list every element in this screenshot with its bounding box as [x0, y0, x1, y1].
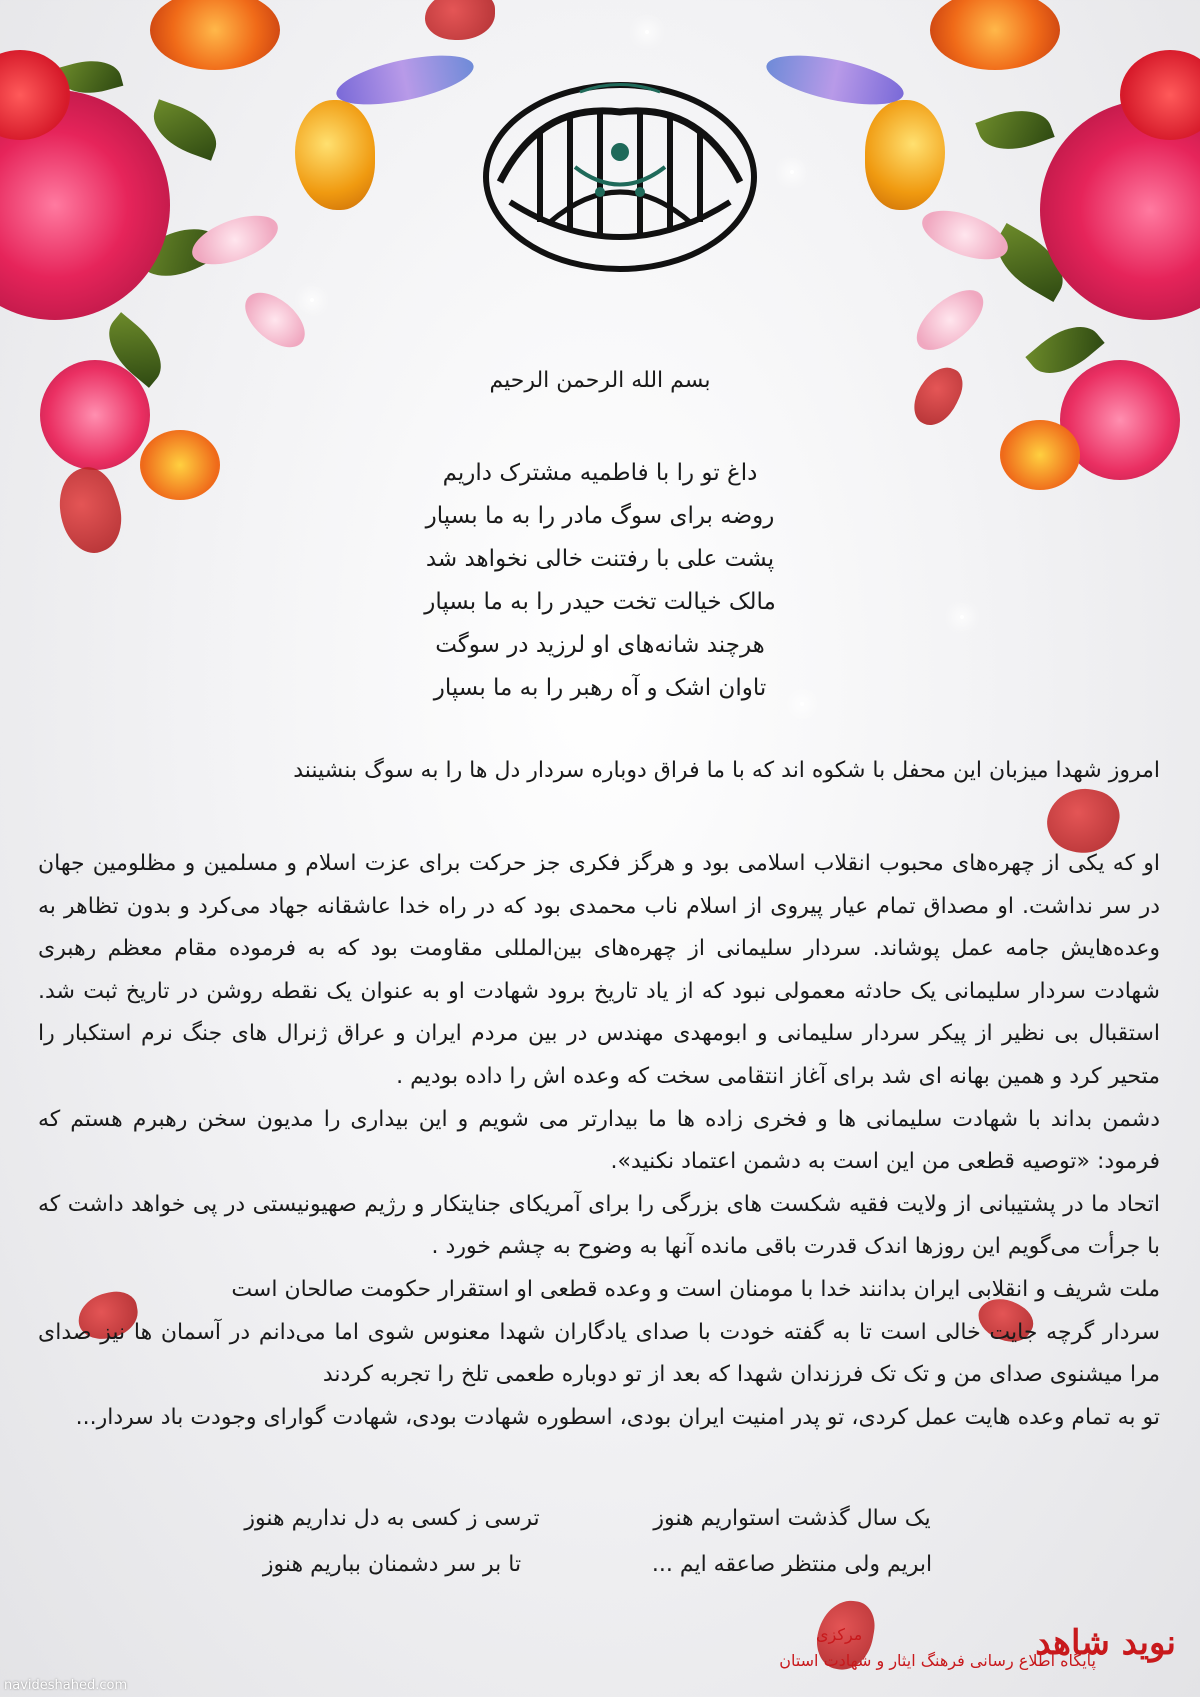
couplet — [0, 1496, 1200, 1542]
site-watermark: navideshahed.com — [4, 1678, 128, 1693]
basmala-heading: بسم الله الرحمن الرحیم — [489, 368, 711, 393]
logo-province: مرکزی — [816, 1625, 863, 1644]
paragraph: اتحاد ما در پشتیبانی از ولایت فقیه شکست های بزرگی را برای آمریکای جنایتکار و رژیم صهیونیستی در پی خواهد داشت که با جرأت می‌گویم این روزها اندک قدرت باقی مانده آنها به وضوح به چشم خورد . — [38, 1191, 1160, 1260]
poem-line: داغ تو را با فاطمیه مشترک داریم — [442, 460, 758, 486]
sparkle — [790, 170, 794, 174]
bird-right — [765, 40, 965, 220]
couplet-hemistich-left: ترسی ز کسی به دل نداریم هنوز — [244, 1506, 540, 1531]
poem-line: مالک خیالت تخت حیدر را به ما بسپار — [424, 589, 776, 615]
intro-line: امروز شهدا میزبان این محفل با شکوه اند که با ما فراق دوباره سردار دل ها را به سوگ بنشینند — [293, 758, 1160, 783]
paragraph: او که یکی از چهره‌های محبوب انقلاب اسلامی بود و هرگز فکری جز حرکت برای عزت اسلام و مسلمین و مظلومین جهان در سر نداشت. او مصداق تمام عیار پیروی از اسلام ناب محمدی بود که در راه خدا عاشقانه جهاد می‌کرد و بدون تظاهر به وعده‌هایش جامه عمل پوشاند. سردار سلیمانی از چهره‌های بین‌المللی مقاومت بود که به فرموده مقام معظم رهبری شهادت سردار سلیمانی یک حادثه معمولی نبود که از یاد تاریخ برود شهادت او به عنوان یک نقطه روشن در تاریخ ثبت شد. استقبال بی نظیر از پیکر سردار سلیمانی و ابومهدی مهندس در بین مردم ایران و عراق ژنرال های جنگ نرم استکبار را متحیر کرد و همین بهانه ای شد برای آغاز انتقامی سخت که وعده اش را داده بودیم . — [38, 851, 1160, 1089]
paragraph: دشمن بداند با شهادت سلیمانی ها و فخری زاده ها ما بیدارتر می شویم و این بیداری را مدیون سخن رهبرم هستم که فرمود: «توصیه قطعی من این است به دشمن اعتماد نکنید». — [38, 1106, 1160, 1175]
body-text — [38, 843, 1160, 1439]
couplet-hemistich-right: ابریم ولی منتظر صاعقه ایم ... — [651, 1552, 933, 1577]
couplet-hemistich-right: یک سال گذشت استواریم هنوز — [653, 1506, 931, 1531]
paragraph: تو به تمام وعده هایت عمل کردی، تو پدر امنیت ایران بودی، اسطوره شهادت بودی، شهادت گوارای وجودت باد سردار... — [75, 1404, 1160, 1430]
basmala-calligraphy-icon — [480, 72, 760, 282]
sparkle — [310, 298, 314, 302]
poem-line: پشت علی با رفتنت خالی نخواهد شد — [425, 546, 775, 572]
closing-couplets — [0, 1496, 1200, 1588]
paragraph: ملت شریف و انقلابی ایران بدانند خدا با مومنان است و وعده قطعی او استقرار حکومت صالحان است — [231, 1276, 1160, 1302]
sparkle — [645, 30, 649, 34]
logo-subtitle: پایگاه اطلاع رسانی فرهنگ ایثار و شهادت استان — [779, 1651, 1096, 1670]
paragraph: سردار گرچه جایت خالی است تا به گفته خودت با صدای یادگاران شهدا معنوس شوی اما می‌دانم در آسمان ها نیز صدای مرا میشنوی صدای من و تک تک فرزندان شهدا که بعد از تو دوباره طعمی تلخ را تجربه کردند — [38, 1319, 1160, 1388]
bird-left — [275, 40, 475, 210]
logo-title: نوید شاهد — [1035, 1623, 1176, 1663]
poem — [0, 452, 1200, 710]
navid-shahed-logo — [779, 1617, 1186, 1687]
poem-line: هرچند شانه‌های او لرزید در سوگت — [435, 632, 765, 658]
poem-line: روضه برای سوگ مادر را به ما بسپار — [425, 503, 775, 529]
petal — [425, 0, 495, 40]
couplet — [0, 1542, 1200, 1588]
couplet-hemistich-left: تا بر سر دشمنان بباریم هنوز — [262, 1552, 522, 1577]
poem-line: تاوان اشک و آه رهبر را به ما بسپار — [433, 675, 767, 701]
